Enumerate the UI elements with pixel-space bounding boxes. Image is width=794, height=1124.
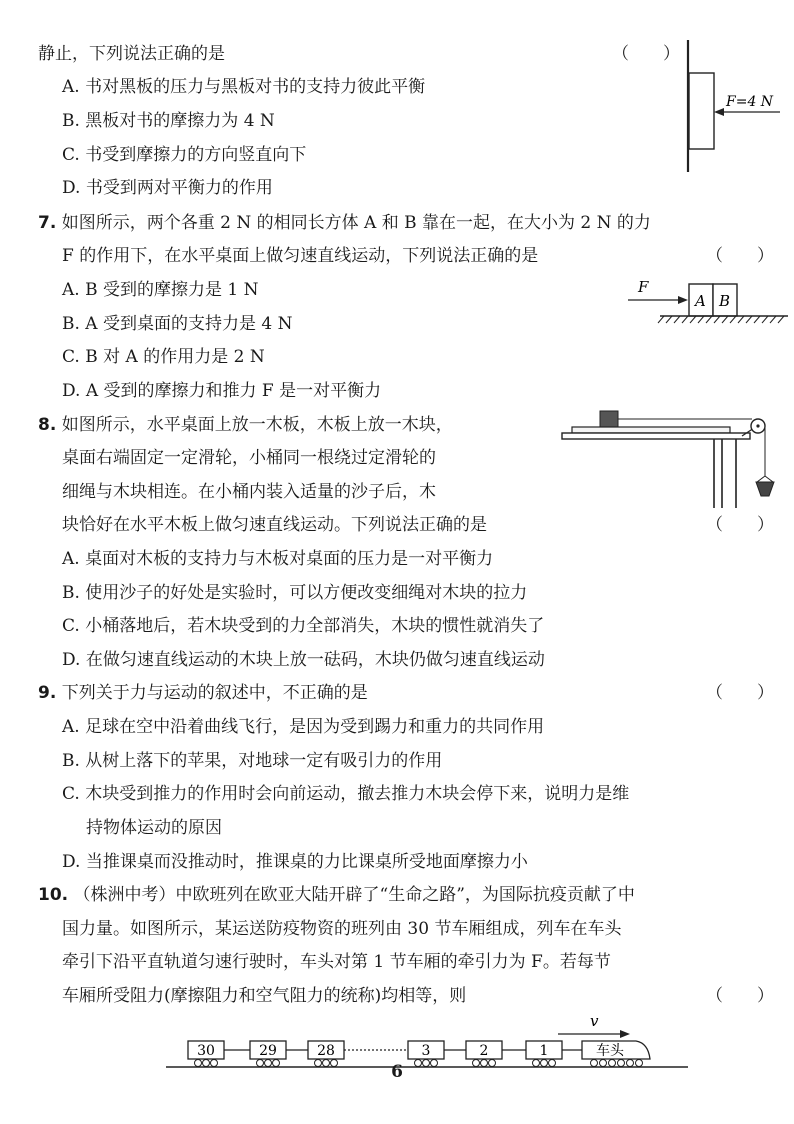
page-number: 6 — [391, 1062, 403, 1082]
bucket-handle-right — [765, 476, 773, 482]
block-b-label: B — [719, 292, 731, 310]
q8-line-1 — [38, 414, 453, 436]
q9-line — [38, 682, 368, 704]
car-label-28: 28 — [317, 1043, 335, 1059]
q9-option-a: A. 足球在空中沿着曲线飞行，是因为受到踢力和重力的共同作用 — [62, 717, 545, 737]
q10-answer-paren: （ ） — [706, 986, 774, 1006]
q10-line-1 — [38, 884, 635, 906]
q9-number: 9. — [38, 683, 57, 703]
q8-line-3: 细绳与木块相连。在小桶内装入适量的沙子后，木 — [62, 482, 436, 502]
block-a-label: A — [695, 292, 706, 310]
q6-answer-paren: （ ） — [612, 44, 680, 64]
q8-option-c: C. 小桶落地后，若木块受到的力全部消失，木块的惯性就消失了 — [62, 616, 545, 636]
q7-option-c: C. B 对 A 的作用力是 2 N — [62, 347, 265, 367]
car-label-3: 3 — [421, 1043, 431, 1059]
q10-line-4: 车厢所受阻力(摩擦阻力和空气阻力的统称)均相等，则 — [62, 986, 467, 1006]
table-top — [562, 433, 750, 439]
q7-line-2: F 的作用下，在水平桌面上做匀速直线运动，下列说法正确的是 — [62, 246, 539, 266]
q7-option-a: A. B 受到的摩擦力是 1 N — [62, 280, 259, 300]
q6-option-d: D. 书受到两对平衡力的作用 — [62, 178, 273, 198]
q7-option-d: D. A 受到的摩擦力和推力 F 是一对平衡力 — [62, 381, 382, 401]
car-label-30: 30 — [197, 1043, 215, 1059]
q7-figure-blocks — [620, 276, 790, 328]
q6-force-label: F=4 N — [726, 94, 774, 110]
q8-number: 8. — [38, 415, 57, 435]
q8-answer-paren: （ ） — [706, 515, 774, 535]
q8-option-d: D. 在做匀速直线运动的木块上放一砝码，木块仍做匀速直线运动 — [62, 650, 545, 670]
engine-label: 车头 — [596, 1043, 624, 1059]
car-label-2: 2 — [479, 1043, 489, 1059]
force-arrowhead — [714, 108, 724, 116]
q8-option-a: A. 桌面对木板的支持力与木板对桌面的压力是一对平衡力 — [62, 549, 494, 569]
small-bucket — [756, 482, 774, 496]
pulley-axle — [756, 424, 759, 427]
velocity-arrowhead — [620, 1030, 630, 1038]
force-arrowhead — [678, 296, 688, 304]
q9-answer-paren: （ ） — [706, 683, 774, 703]
q9-text: 下列关于力与运动的叙述中，不正确的是 — [61, 683, 368, 703]
q6-option-c: C. 书受到摩擦力的方向竖直向下 — [62, 145, 307, 165]
car-label-29: 29 — [259, 1043, 277, 1059]
q8-line-4: 块恰好在水平木板上做匀速直线运动。下列说法正确的是 — [62, 515, 487, 535]
q6-option-b: B. 黑板对书的摩擦力为 4 N — [62, 111, 275, 131]
wooden-board — [572, 427, 730, 433]
q7-line-1 — [38, 212, 651, 234]
table-hatching — [658, 316, 784, 323]
q8-text-1: 如图所示，水平桌面上放一木板，木板上放一木块， — [61, 415, 453, 435]
q8-figure-pulley-setup — [560, 408, 780, 510]
q10-line-2: 国力量。如图所示，某运送防疫物资的班列由 30 节车厢组成，列车在车头 — [62, 919, 622, 939]
car-label-1: 1 — [539, 1043, 549, 1059]
q9-option-d: D. 当推课桌而没推动时，推课桌的力比课桌所受地面摩擦力小 — [62, 852, 528, 872]
q7-text-1: 如图所示，两个各重 2 N 的相同长方体 A 和 B 靠在一起，在大小为 2 N 的力 — [61, 213, 651, 233]
q10-number: 10. — [38, 885, 69, 905]
q6-stem-end: 静止，下列说法正确的是 — [38, 44, 225, 64]
velocity-label: v — [590, 1012, 599, 1030]
q6-option-a: A. 书对黑板的压力与黑板对书的支持力彼此平衡 — [62, 77, 426, 97]
bucket-handle-left — [757, 476, 765, 482]
wooden-block — [600, 411, 618, 427]
q10-text-1: （株洲中考）中欧班列在欧亚大陆开辟了“生命之路”，为国际抗疫贡献了中 — [73, 885, 635, 905]
q9-option-c-cont: 持物体运动的原因 — [86, 818, 222, 838]
q9-option-b: B. 从树上落下的苹果，对地球一定有吸引力的作用 — [62, 751, 443, 771]
q7-number: 7. — [38, 213, 57, 233]
q6-figure-book-on-blackboard — [680, 40, 784, 175]
q9-option-c: C. 木块受到推力的作用时会向前运动，撤去推力木块会停下来，说明力是维 — [62, 784, 630, 804]
q7-force-label: F — [638, 278, 649, 296]
q7-option-b: B. A 受到桌面的支持力是 4 N — [62, 314, 293, 334]
q10-line-3: 牵引下沿平直轨道匀速行驶时，车头对第 1 节车厢的牵引力为 F。若每节 — [62, 952, 611, 972]
q8-line-2: 桌面右端固定一定滑轮，小桶同一根绕过定滑轮的 — [62, 448, 436, 468]
q7-answer-paren: （ ） — [706, 246, 774, 266]
book-rect — [689, 73, 714, 149]
q8-option-b: B. 使用沙子的好处是实验时，可以方便改变细绳对木块的拉力 — [62, 583, 528, 603]
